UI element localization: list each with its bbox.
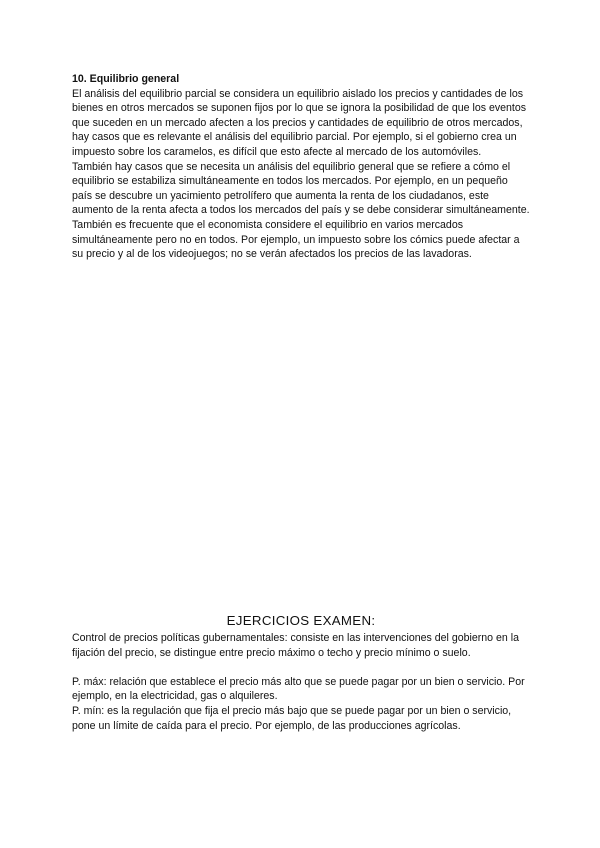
paragraph-equilibrio-parcial: El análisis del equilibrio parcial se considera un equilibrio aislado los precios y cantidades de los bienes en otros mercados se suponen fijos por lo que se ignora la posibilidad de que los eventos que suceden en un mercado afecten a los precios y cantidades de equilibrio de otros mercados, hay casos que es relevante el análisis del equilibrio parcial. Por ejemplo, si el gobierno crea un impuesto sobre los caramelos, es difícil que esto afecte al mercado de los automóviles. [72,87,527,158]
blank-line [72,660,530,675]
paragraph-precio-minimo: P. mín: es la regulación que fija el precio más bajo que se puede pagar por un bien o servicio, pone un límite de caída para el precio. Por ejemplo, de las producciones agrícolas. [72,704,512,732]
paragraph-precio-maximo: P. máx: relación que establece el precio más alto que se puede pagar por un bien o servicio. Por ejemplo, en la electricidad, gas o alquileres. [72,675,525,703]
paragraph-equilibrio-general: También hay casos que se necesita un análisis del equilibrio general que se refiere a cómo el equilibrio se estabiliza simultáneamente en todos los mercados. Por ejemplo, en un pequeño país se descubre un yacimiento petrolífero que aumenta la renta de los ciudadanos, este aumento de la renta afecta a todos los mercados del país y se debe considerar simultáneamente. [72,160,530,217]
paragraph-control-precios: Control de precios políticas gubernamentales: consiste en las intervenciones del gobierno en la fijación del precio, se distingue entre precio máximo o techo y precio mínimo o suelo. [72,632,519,659]
exam-title: EJERCICIOS EXAMEN: [226,613,376,628]
equilibrio-general-section [72,72,530,262]
ejercicios-examen-section [72,612,530,733]
section-heading: 10. Equilibrio general [72,73,180,85]
paragraph-varios-mercados: También es frecuente que el economista considere el equilibrio en varios mercados simultáneamente pero no en todos. Por ejemplo, un impuesto sobre los cómics puede afectar a su precio y al de los videojuegos; no se verán afectados los precios de las lavadoras. [72,218,520,261]
